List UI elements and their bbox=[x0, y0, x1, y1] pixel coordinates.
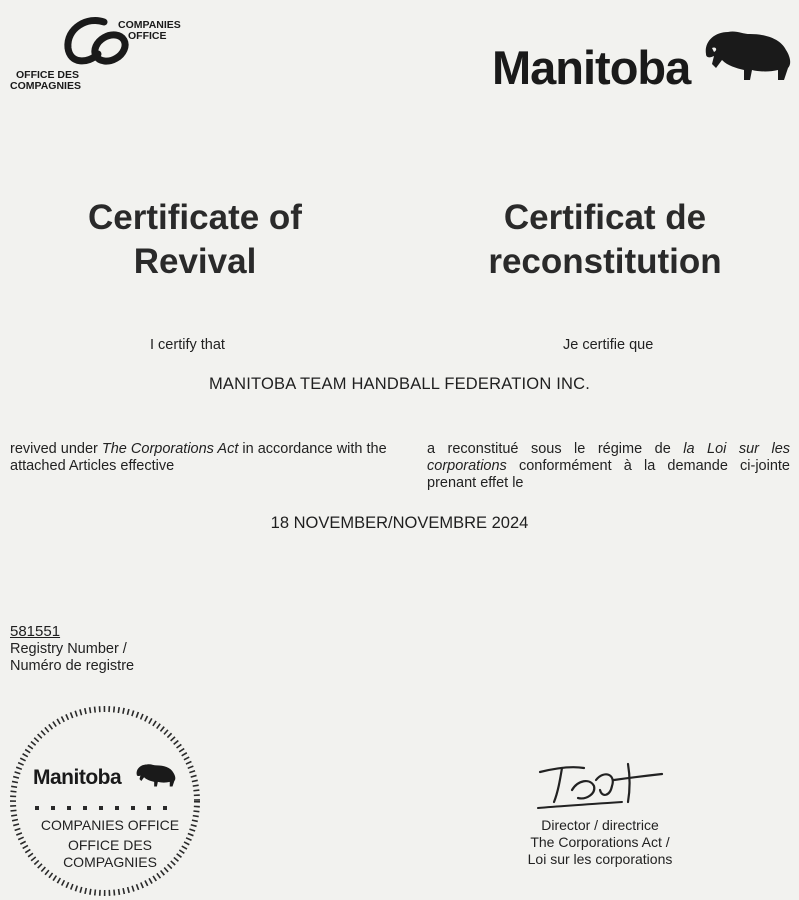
signer-block: Director / directrice The Corporations Act / Loi sur les corporations bbox=[527, 817, 673, 867]
certify-fr: Je certifie que bbox=[563, 337, 654, 353]
effective-date: 18 NOVEMBER/NOVEMBRE 2024 bbox=[270, 514, 529, 532]
manitoba-logo: Manitoba bbox=[492, 41, 691, 94]
bison-icon bbox=[700, 24, 796, 86]
seal-line-1: COMPANIES OFFICE bbox=[40, 817, 180, 833]
certify-en: I certify that bbox=[150, 337, 225, 353]
registry-number: 581551 bbox=[10, 623, 61, 640]
seal-line-2: OFFICE DES bbox=[67, 837, 152, 853]
companies-office-label-en: COMPANIES OFFICE bbox=[118, 19, 181, 42]
title-en: Certificate of Revival bbox=[88, 198, 302, 281]
seal-line-3: COMPAGNIES bbox=[63, 854, 157, 870]
title-fr: Certificat de reconstitution bbox=[488, 198, 722, 281]
revived-text-en: revived under The Corporations Act in accordance with the attached Articles effective bbox=[10, 441, 387, 474]
companies-office-label-fr: OFFICE DES COMPAGNIES bbox=[10, 69, 81, 92]
revived-text-fr: a reconstitué sous le régime de la Loi sur les corporations conformément à la demande ci-jointe prenant effet le bbox=[427, 441, 791, 491]
seal-brand: Manitoba bbox=[33, 766, 122, 789]
seal-bison-icon bbox=[134, 760, 178, 790]
registry-label: Registry Number / Numéro de registre bbox=[10, 641, 135, 674]
corporation-name: MANITOBA TEAM HANDBALL FEDERATION INC. bbox=[208, 375, 591, 393]
signature-icon bbox=[532, 756, 682, 816]
